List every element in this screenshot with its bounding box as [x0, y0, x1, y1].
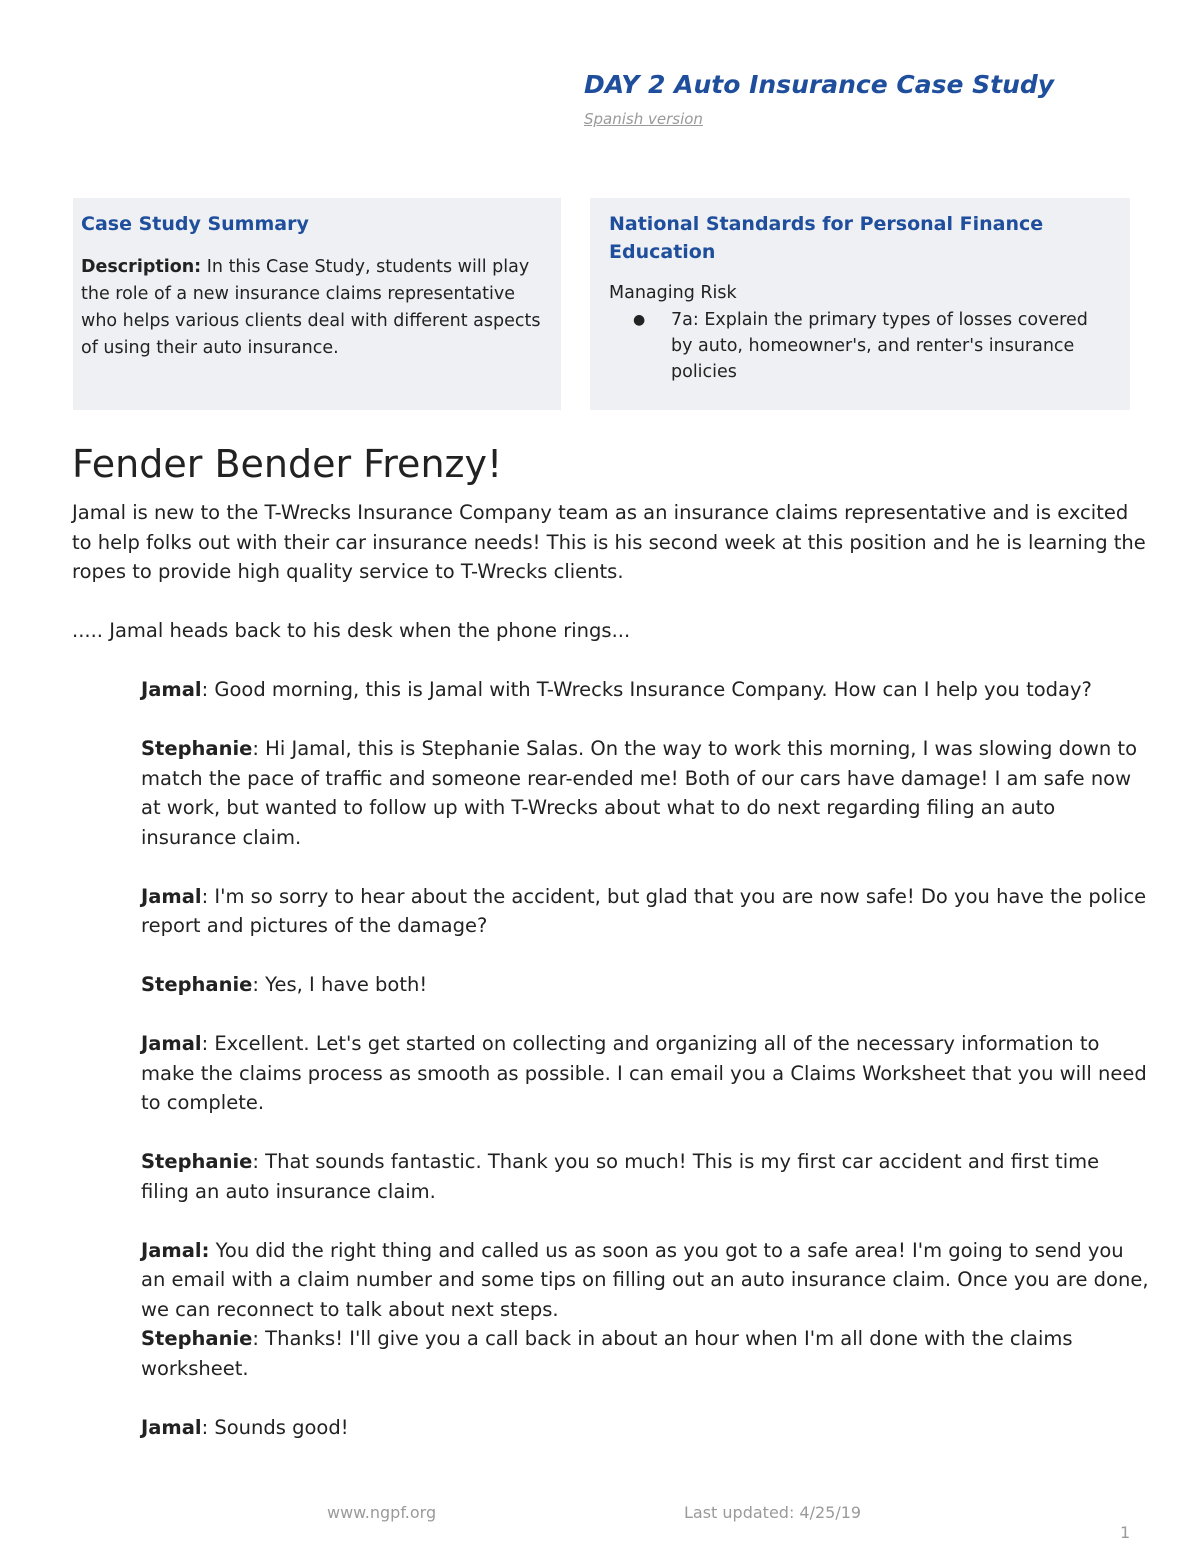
dialogue-line: Stephanie: Hi Jamal, this is Stephanie Salas. On the way to work this morning, I was slowing down to match the pace of traffic and someone rear-ended me! Both of our cars have damage! I am safe now at work, but wanted to follow up with T-Wrecks about what to do next regarding filing an auto insurance claim.: [141, 737, 1137, 849]
footer-url: www.ngpf.org: [327, 1503, 437, 1522]
bullet-icon: ●: [633, 312, 646, 328]
standards-list: [609, 307, 1112, 385]
standards-heading: National Standards for Personal Finance Education: [609, 213, 1044, 263]
dialogue-text: That sounds fantastic. Thank you so much! This is my first car accident and first time filing an auto insurance claim.: [141, 1150, 1100, 1203]
dialogue-line: [141, 1236, 1151, 1325]
page-number: 1: [1120, 1523, 1131, 1542]
description-text: In this Case Study, students will play the role of a new insurance claims representative who helps various clients deal with different aspects of using their auto insurance.: [81, 257, 541, 358]
dialogue-line: Jamal: Sounds good!: [141, 1415, 349, 1439]
speaker-name: Jamal: [141, 884, 202, 908]
speaker-name: Stephanie: [141, 737, 253, 760]
dialogue-text: Sounds good!: [214, 1415, 349, 1439]
spanish-version-link[interactable]: Spanish version: [584, 110, 703, 128]
description-label: Description:: [81, 257, 202, 277]
document-title: DAY 2 Auto Insurance Case Study: [584, 70, 1055, 99]
dialogue-text: Thanks! I'll give you a call back in about an hour when I'm all done with the claims worksheet.: [141, 1327, 1073, 1380]
dialogue-text: You did the right thing and called us as soon as you got to a safe area! I'm going to send you an email with a claim number and some tips on filling out an auto insurance claim. Once you are done, we can reconnect to talk about next steps.: [141, 1238, 1149, 1321]
speaker-name: Stephanie: [141, 1150, 253, 1173]
speaker-name: Jamal: [141, 678, 202, 701]
summary-description: [81, 254, 543, 362]
speaker-name: Jamal:: [141, 1238, 210, 1262]
dialogue-line: Stephanie: That sounds fantastic. Thank you so much! This is my first car accident and first time filing an auto insurance claim.: [141, 1150, 1100, 1203]
dialogue-line: Stephanie: Thanks! I'll give you a call back in about an hour when I'm all done with the claims worksheet.: [141, 1327, 1073, 1380]
standards-category: Managing Risk: [609, 283, 737, 303]
case-study-summary-box: [73, 198, 561, 410]
dialogue-text: Good morning, this is Jamal with T-Wrecks Insurance Company. How can I help you today?: [214, 678, 1092, 701]
summary-heading: Case Study Summary: [81, 213, 309, 235]
dialogue: [141, 675, 1151, 1472]
dialogue-text: Excellent. Let's get started on collecting and organizing all of the necessary information to make the claims process as smooth as possible. I can email you a Claims Worksheet that you will need to complete.: [141, 1032, 1147, 1114]
story-lead-in: ..... Jamal heads back to his desk when the phone rings...: [72, 619, 631, 642]
dialogue-line: Jamal: Excellent. Let's get started on collecting and organizing all of the necessary information to make the claims process as smooth as possible. I can email you a Claims Worksheet that you will need to complete.: [141, 1032, 1147, 1114]
speaker-name: Jamal: [141, 1415, 202, 1439]
speaker-name: Stephanie: [141, 973, 253, 996]
dialogue-line: Jamal: Good morning, this is Jamal with T-Wrecks Insurance Company. How can I help you today?: [141, 678, 1092, 701]
standards-item-text: 7a: Explain the primary types of losses covered by auto, homeowner's, and renter's insurance policies: [671, 310, 1088, 382]
story-intro: Jamal is new to the T-Wrecks Insurance Company team as an insurance claims representative and is excited to help folks out with their car insurance needs! This is his second week at this position and he is learning the ropes to provide high quality service to T-Wrecks clients.: [72, 501, 1146, 583]
standards-list-item: [609, 307, 1112, 385]
dialogue-line: Stephanie: Yes, I have both!: [141, 973, 428, 996]
dialogue-text: I'm so sorry to hear about the accident, but glad that you are now safe! Do you have the police report and pictures of the damage?: [141, 884, 1147, 937]
footer-last-updated: Last updated: 4/25/19: [684, 1503, 862, 1522]
speaker-name: Jamal: [141, 1032, 202, 1055]
dialogue-line: Jamal: I'm so sorry to hear about the accident, but glad that you are now safe! Do you have the police report and pictures of the damage?: [141, 884, 1147, 937]
dialogue-text: Yes, I have both!: [265, 973, 428, 996]
speaker-name: Stephanie: [141, 1327, 253, 1350]
dialogue-text: Hi Jamal, this is Stephanie Salas. On the way to work this morning, I was slowing down to match the pace of traffic and someone rear-ended me! Both of our cars have damage! I am safe now at work, but wanted to follow up with T-Wrecks about what to do next regarding filing an auto insurance claim.: [141, 737, 1137, 849]
national-standards-box: [590, 198, 1130, 410]
story-title: Fender Bender Frenzy!: [72, 442, 503, 486]
